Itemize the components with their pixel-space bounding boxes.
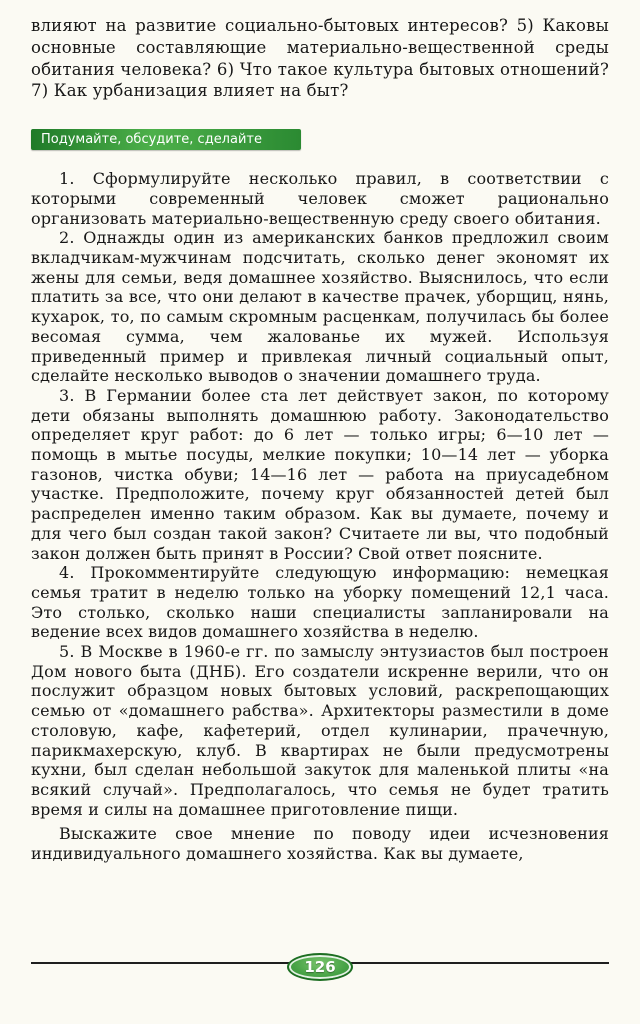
section-banner — [31, 129, 301, 150]
closing-question: Выскажите свое мнение по поводу идеи исчезновения индивидуального домашнего хозяйства. Как вы думаете, — [31, 824, 609, 864]
task-item-4: 4. Прокомментируйте следующую информацию: немецкая семья тратит в неделю только на уборку помещений 12,1 часа. Это столько, сколько наши специалисты запланировали на ведение всех видов домашнего хозяйства в неделю. — [31, 563, 609, 642]
page-footer — [31, 956, 609, 996]
page-number: 126 — [304, 958, 336, 976]
task-list — [31, 169, 609, 864]
question-list-continuation: влияют на развитие социально-бытовых интересов? 5) Каковы основные составляющие материально-вещественной среды обитания человека? 6) Что такое культура бытовых отношений? 7) Как урбанизация влияет на быт? — [31, 16, 609, 101]
page-number-badge — [287, 953, 353, 981]
task-item-3: 3. В Германии более ста лет действует закон, по которому дети обязаны выполнять домашнюю работу. Законодательство определяет круг работ: до 6 лет — только игры; 6—10 лет — помощь в мытье посуды, мелкие покупки; 10—14 лет — уборка газонов, чистка обуви; 14—16 лет — работа на приусадебном участке. Предположите, почему круг обязанностей детей был распределен именно таким образом. Как вы думаете, почему и для чего был создан такой закон? Считаете ли вы, что подобный закон должен быть принят в России? Свой ответ поясните. — [31, 385, 609, 563]
section-banner-label: Подумайте, обсудите, сделайте — [41, 132, 262, 148]
task-item-5: 5. В Москве в 1960-е гг. по замыслу энтузиастов был построен Дом нового быта (ДНБ). Его создатели искренне верили, что он послужит образцом новых бытовых условий, раскрепощающих семью от «домашнего рабства». Архитекторы разместили в доме столовую, кафе, кафетерий, отдел кулинарии, прачечную, парикмахерскую, клуб. В квартирах не были предусмотрены кухни, был сделан небольшой закуток для маленькой плиты «на всякий случай». Предполагалось, что семья не будет тратить время и силы на домашнее приготовление пищи. — [31, 642, 609, 819]
task-item-1: 1. Сформулируйте несколько правил, в соответствии с которыми современный человек сможет рационально организовать материально-вещественную среду своего обитания. — [31, 169, 609, 228]
task-item-2: 2. Однажды один из американских банков предложил своим вкладчикам-мужчинам подсчитать, сколько денег экономят их жены для семьи, ведя домашнее хозяйство. Выяснилось, что если платить за все, что они делают в качестве прачек, уборщиц, нянь, кухарок, то, по самым скромным расценкам, получилась бы более весомая сумма, чем жалованье их мужей. Используя приведенный пример и привлекая личный социальный опыт, сделайте несколько выводов о значении домашнего труда. — [31, 228, 609, 386]
